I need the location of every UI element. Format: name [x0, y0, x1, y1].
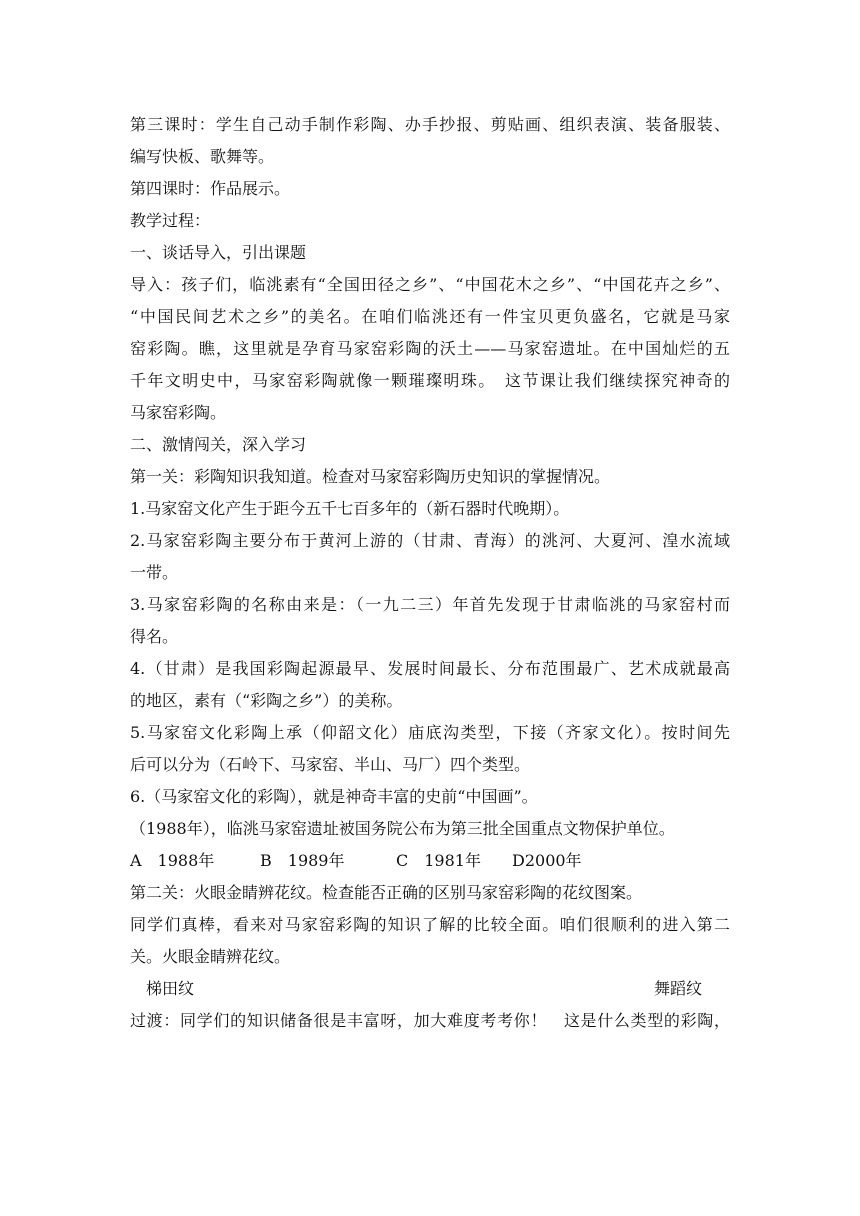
- question-5-line-2: 后可以分为（石岭下、马家窑、半山、马厂）四个类型。: [130, 755, 531, 774]
- praise-line-2: 关。火眼金睛辨花纹。: [130, 947, 291, 966]
- option-a: A 1988年: [130, 851, 215, 870]
- intro-line-2: “中国民间艺术之乡”的美名。在咱们临洮还有一件宝贝更负盛名，它就是马家: [130, 307, 730, 326]
- level-one: 第一关：彩陶知识我知道。检查对马家窑彩陶历史知识的掌握情况。: [130, 467, 611, 486]
- section-one-heading: 一、谈话导入，引出课题: [130, 243, 307, 262]
- question-4-line-1: 4.（甘肃）是我国彩陶起源最早、发展时间最长、分布范围最广、艺术成就最高: [130, 659, 730, 678]
- question-2-line-1: 2.马家窑彩陶主要分布于黄河上游的（甘肃、青海）的洮河、大夏河、湟水流域: [130, 531, 730, 550]
- question-2-line-2: 一带。: [130, 563, 179, 582]
- option-b: B 1989年: [260, 851, 345, 870]
- question-1: 1.马家窑文化产生于距今五千七百多年的（新石器时代晚期）。: [130, 499, 570, 518]
- level-two: 第二关：火眼金睛辨花纹。检查能否正确的区别马家窑彩陶的花纹图案。: [130, 883, 643, 902]
- intro-line-5: 马家窑彩陶。: [130, 403, 227, 422]
- answer-options: [130, 845, 730, 877]
- intro-line-4: 千年文明史中，马家窑彩陶就像一颗璀璨明珠。 这节课让我们继续探究神奇的: [130, 371, 730, 390]
- intro-line-3: 窑彩陶。瞧，这里就是孕育马家窑彩陶的沃土——马家窑遗址。在中国灿烂的五: [130, 339, 730, 358]
- section-two-heading: 二、激情闯关，深入学习: [130, 435, 307, 454]
- document-body: [130, 109, 730, 1037]
- lesson-four: 第四课时：作品展示。: [130, 179, 291, 198]
- question-3-line-2: 得名。: [130, 627, 179, 646]
- lesson-three-line-1: 第三课时：学生自己动手制作彩陶、办手抄报、剪贴画、组织表演、装备服装、: [130, 115, 730, 134]
- question-6: 6.（马家窑文化的彩陶），就是神奇丰富的史前“中国画”。: [130, 787, 538, 806]
- praise-line-1: 同学们真棒，看来对马家窑彩陶的知识了解的比较全面。咱们很顺利的进入第二: [130, 915, 730, 934]
- option-c: C 1981年: [396, 851, 481, 870]
- transition-line-1: 过渡：同学们的知识储备很是丰富呀，加大难度考考你！ 这是什么类型的彩陶，: [130, 1011, 730, 1030]
- lesson-three-line-2: 编写快板、歌舞等。: [130, 147, 275, 166]
- pattern-labels: [130, 973, 730, 1005]
- terrace-pattern-label: 梯田纹: [146, 979, 195, 998]
- question-3-line-1: 3.马家窑彩陶的名称由来是：（一九二三）年首先发现于甘肃临洮的马家窑村而: [130, 595, 730, 614]
- question-7: （1988年），临洮马家窑遗址被国务院公布为第三批全国重点文物保护单位。: [130, 819, 675, 838]
- dance-pattern-label: 舞蹈纹: [653, 979, 702, 998]
- question-4-line-2: 的地区，素有（“彩陶之乡”）的美称。: [130, 691, 403, 710]
- question-5-line-1: 5.马家窑文化彩陶上承（仰韶文化）庙底沟类型，下接（齐家文化）。按时间先: [130, 723, 730, 742]
- teaching-process-heading: 教学过程：: [130, 211, 211, 230]
- option-d: D2000年: [512, 851, 582, 870]
- intro-line-1: 导入：孩子们，临洮素有“全国田径之乡”、“中国花木之乡”、“中国花卉之乡”、: [130, 275, 730, 294]
